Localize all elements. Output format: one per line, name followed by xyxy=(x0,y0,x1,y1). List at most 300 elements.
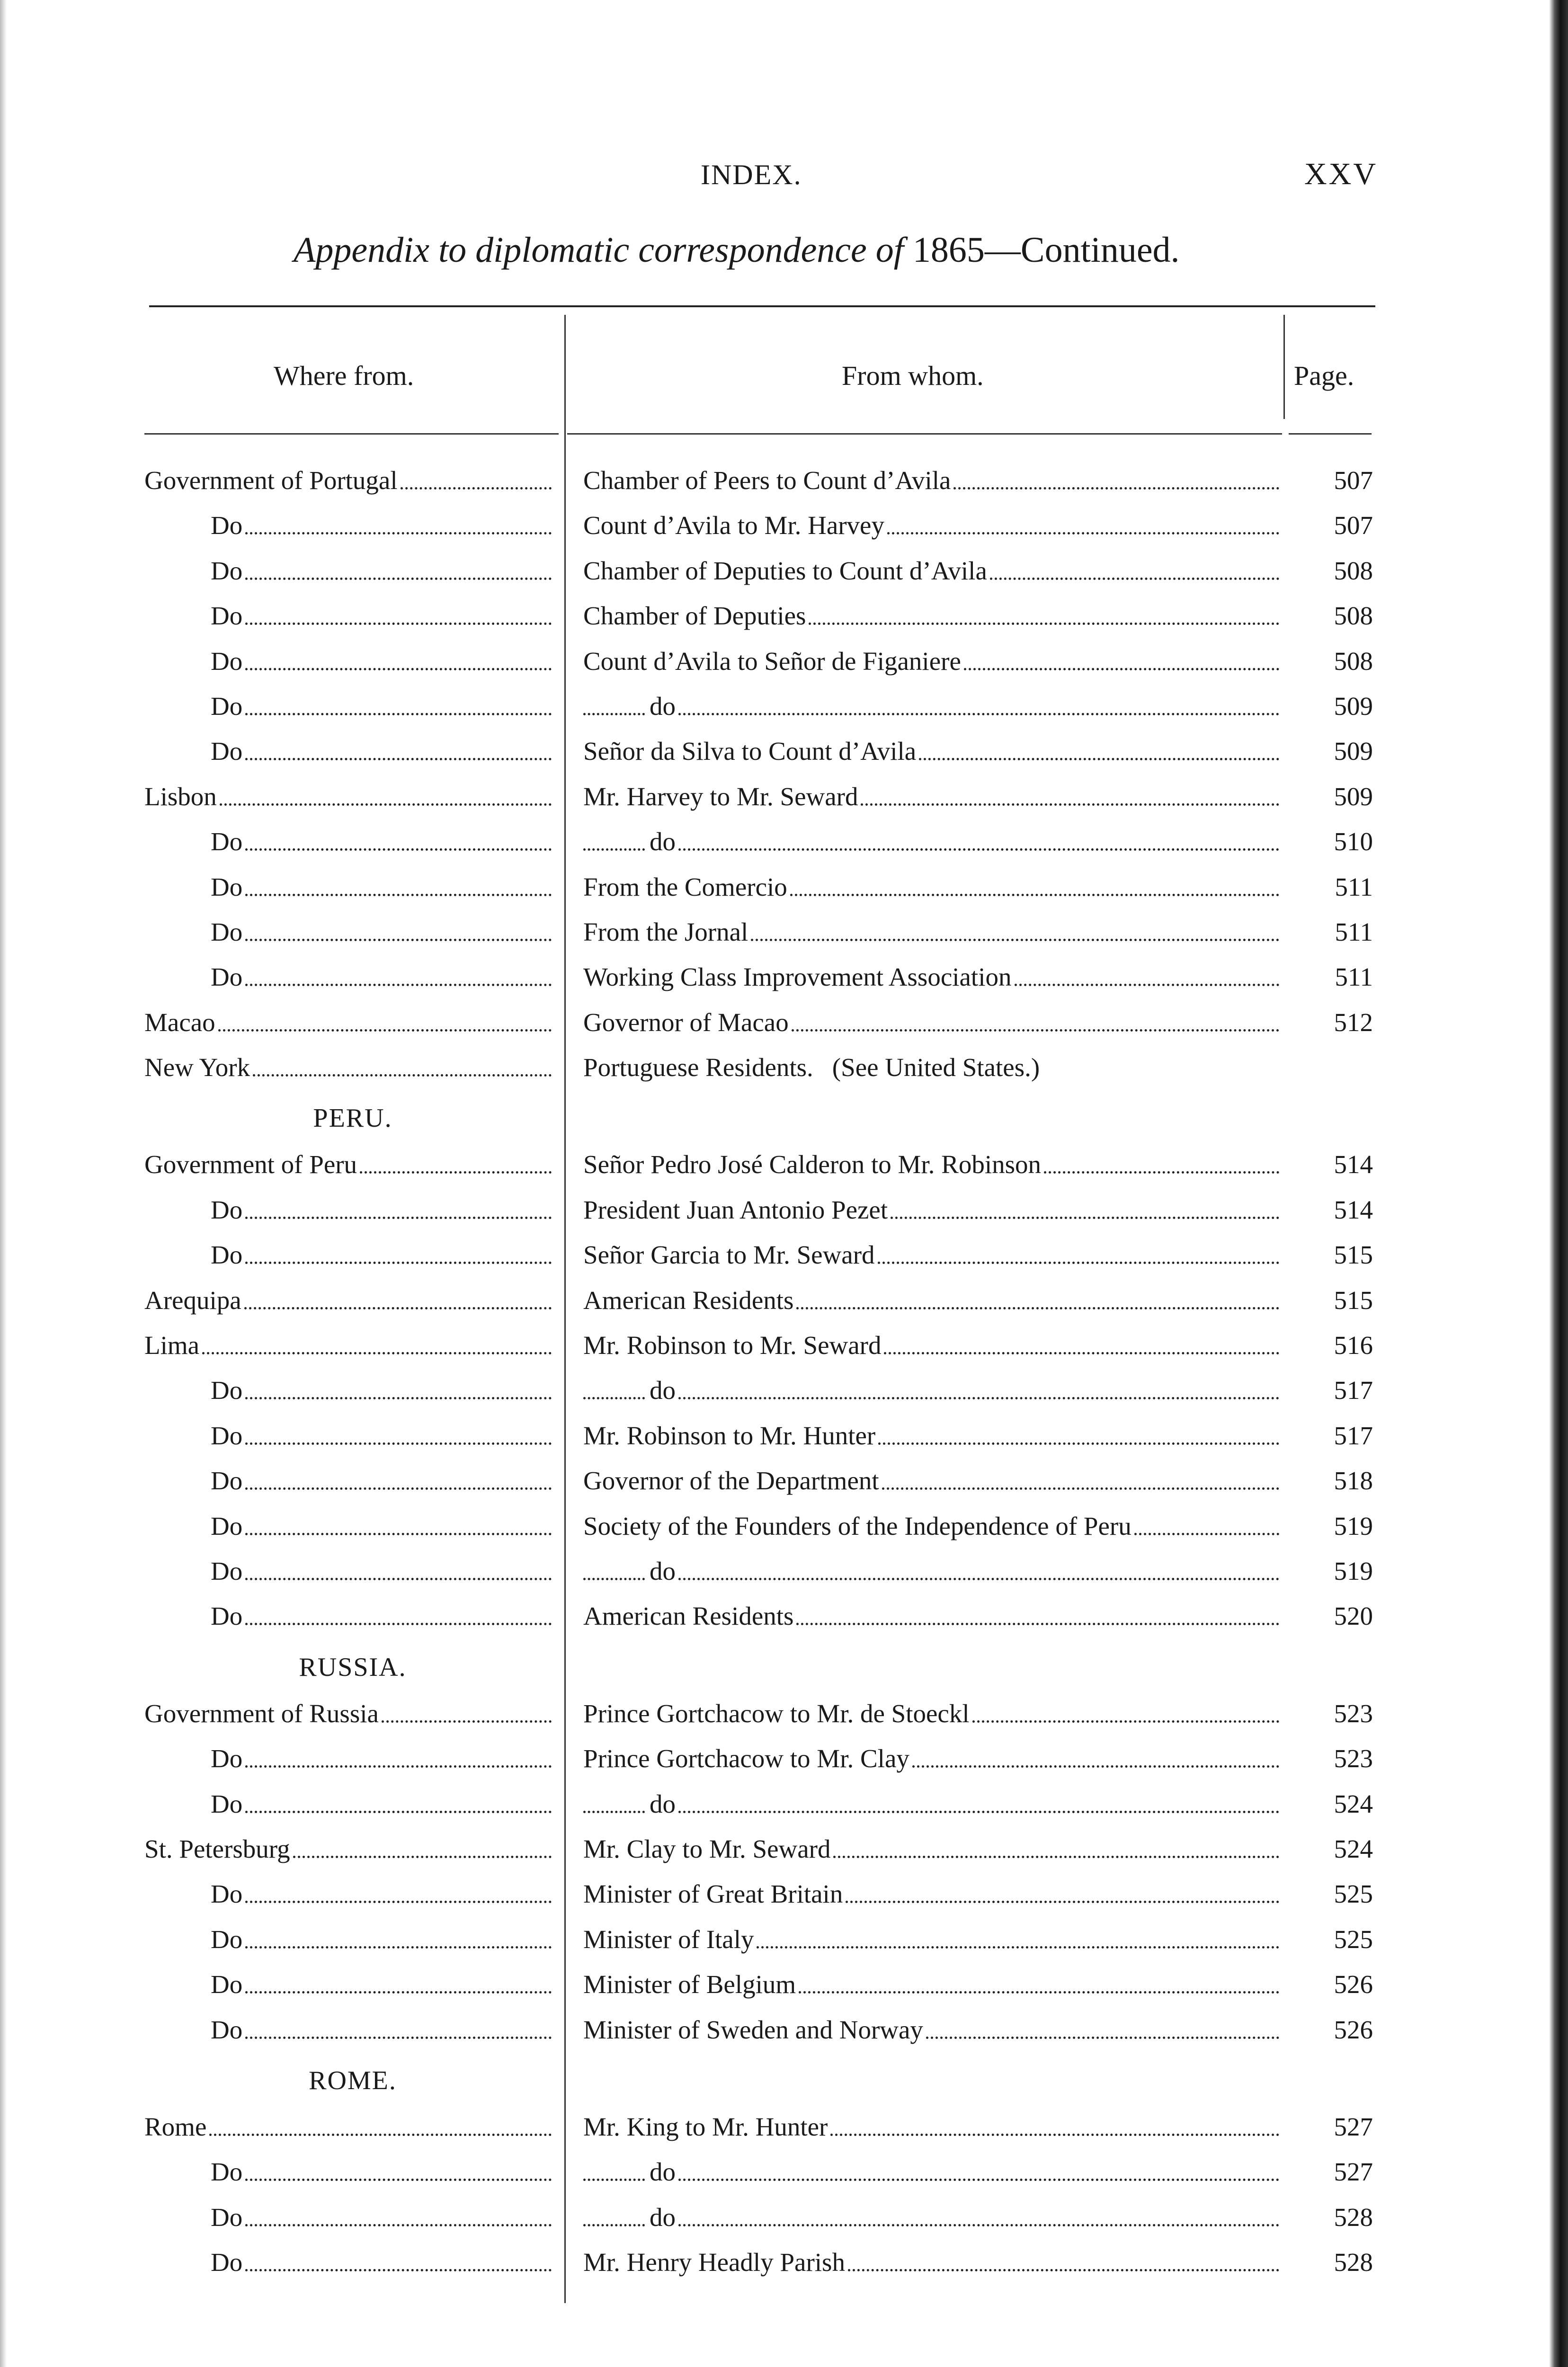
dot-leader xyxy=(245,1811,552,1813)
from-whom-cell xyxy=(583,1007,1279,1037)
from-whom-cell xyxy=(583,1240,1279,1270)
from-whom-cell xyxy=(583,1330,1279,1360)
from-whom-text: Mr. Henry Headly Parish xyxy=(583,2248,845,2277)
dot-leader xyxy=(245,758,552,760)
dot-leader xyxy=(293,1856,552,1858)
dot-leader xyxy=(245,713,552,715)
where-from-cell xyxy=(144,646,552,676)
page-number-cell: 525 xyxy=(1334,1924,1373,1954)
where-from-text: Do xyxy=(211,1556,243,1585)
where-from-text: Do xyxy=(211,1879,243,1909)
where-from-text: Do xyxy=(211,1924,243,1954)
from-whom-text: do xyxy=(650,827,676,856)
where-from-text: Lima xyxy=(144,1331,200,1360)
where-from-text: Macao xyxy=(144,1007,215,1037)
dot-leader xyxy=(891,1217,1279,1219)
dot-leader xyxy=(796,1623,1279,1625)
where-from-cell xyxy=(144,1556,552,1586)
from-whom-cell xyxy=(583,1285,1279,1315)
from-whom-cell xyxy=(583,510,1279,540)
from-whom-text: do xyxy=(650,2202,676,2232)
ditto-leader xyxy=(583,2224,645,2226)
ditto-leader xyxy=(583,713,645,715)
dot-leader xyxy=(926,2037,1279,2039)
where-from-cell xyxy=(144,510,552,540)
table-row xyxy=(0,1186,1568,1231)
page-number-cell: 524 xyxy=(1334,1789,1373,1818)
where-from-cell xyxy=(144,1195,552,1225)
dot-leader xyxy=(848,2269,1279,2271)
page-number-cell: 527 xyxy=(1334,2112,1373,2141)
where-from-cell xyxy=(144,1924,552,1954)
subtitle-suffix: —Continued. xyxy=(984,230,1180,270)
where-from-cell xyxy=(144,962,552,992)
index-table xyxy=(0,457,1568,2284)
from-whom-cell xyxy=(583,465,1279,495)
from-whom-cell xyxy=(583,1601,1279,1631)
from-whom-cell xyxy=(583,1879,1279,1909)
dot-leader xyxy=(678,1811,1279,1813)
from-whom-cell xyxy=(583,872,1279,902)
page-number-cell: 508 xyxy=(1334,601,1373,631)
page-number-cell: 523 xyxy=(1334,1699,1373,1728)
where-from-text: Do xyxy=(211,1511,243,1540)
section-title: PERU. xyxy=(313,1103,392,1133)
where-from-text: Do xyxy=(211,1376,243,1405)
where-from-cell xyxy=(144,1240,552,1270)
dot-leader xyxy=(245,578,552,580)
where-from-text: Do xyxy=(211,737,243,766)
table-row xyxy=(0,1367,1568,1412)
dot-leader xyxy=(757,1946,1279,1949)
from-whom-text: Minister of Italy xyxy=(583,1924,754,1954)
from-whom-text: Working Class Improvement Association xyxy=(583,962,1012,992)
dot-leader xyxy=(245,2269,552,2271)
dot-leader xyxy=(245,1397,552,1399)
from-whom-cell xyxy=(583,1375,1279,1405)
table-row xyxy=(0,1141,1568,1186)
table-row xyxy=(0,592,1568,637)
table-row xyxy=(0,457,1568,502)
where-from-cell xyxy=(144,1601,552,1631)
page-number-cell: 519 xyxy=(1334,1511,1373,1540)
from-whom-cell xyxy=(583,917,1279,947)
from-whom-text: do xyxy=(650,1376,676,1405)
where-from-cell xyxy=(144,1375,552,1405)
where-from-cell xyxy=(144,465,552,495)
dot-leader xyxy=(972,1720,1279,1723)
from-whom-text: American Residents xyxy=(583,1602,794,1631)
ditto-leader xyxy=(583,848,645,851)
table-row xyxy=(0,683,1568,728)
column-rule-whom xyxy=(567,433,1282,435)
page-number-cell: 518 xyxy=(1334,1466,1373,1495)
dot-leader xyxy=(245,1765,552,1768)
dot-leader xyxy=(209,2134,552,2136)
where-from-text: St. Petersburg xyxy=(144,1834,290,1863)
column-rule-where xyxy=(144,433,559,435)
where-from-cell xyxy=(144,1007,552,1037)
from-whom-cell xyxy=(583,1421,1279,1450)
table-row xyxy=(0,2194,1568,2239)
from-whom-cell xyxy=(583,782,1279,811)
dot-leader xyxy=(245,668,552,670)
from-whom-cell xyxy=(583,1789,1279,1819)
where-from-text: Do xyxy=(211,2015,243,2044)
table-row xyxy=(0,1277,1568,1322)
dot-leader xyxy=(245,1991,552,1993)
page-number-cell: 514 xyxy=(1334,1150,1373,1179)
subtitle-year: 1865 xyxy=(912,230,985,270)
dot-leader xyxy=(751,939,1279,941)
from-whom-text: Portuguese Residents. xyxy=(583,1053,813,1082)
dot-leader xyxy=(796,1307,1279,1309)
where-from-text: Do xyxy=(211,1421,243,1450)
table-row xyxy=(0,1735,1568,1780)
where-from-text: Do xyxy=(211,917,243,946)
dot-leader xyxy=(678,1578,1279,1580)
where-from-text: Do xyxy=(211,1602,243,1631)
from-whom-text: Minister of Belgium xyxy=(583,1970,796,1999)
where-from-text: Do xyxy=(211,827,243,856)
where-from-cell xyxy=(144,736,552,766)
where-from-cell xyxy=(144,2112,552,2142)
ditto-leader xyxy=(583,1397,645,1399)
table-row xyxy=(0,773,1568,818)
from-whom-cell xyxy=(583,1052,1279,1082)
where-from-text: Do xyxy=(211,511,243,540)
dot-leader xyxy=(244,1307,552,1309)
dot-leader xyxy=(245,894,552,896)
table-row xyxy=(0,1961,1568,2006)
page-number-cell: 509 xyxy=(1334,691,1373,721)
column-rule-page xyxy=(1289,433,1372,435)
table-row xyxy=(0,728,1568,773)
dot-leader xyxy=(790,894,1279,896)
from-whom-text: do xyxy=(650,691,676,721)
ditto-leader xyxy=(583,2179,645,2181)
page-number-cell: 527 xyxy=(1334,2157,1373,2187)
table-row xyxy=(0,1690,1568,1735)
from-whom-cell xyxy=(583,1699,1279,1728)
page-number-cell: 517 xyxy=(1334,1376,1373,1405)
from-whom-cell xyxy=(583,1924,1279,1954)
section-header-row xyxy=(0,2051,1568,2103)
from-whom-text: Mr. Robinson to Mr. Seward xyxy=(583,1331,882,1360)
from-whom-text: Governor of the Department xyxy=(583,1466,879,1495)
page-number-cell: 508 xyxy=(1334,556,1373,585)
dot-leader xyxy=(245,939,552,941)
column-header-where: Where from. xyxy=(274,360,414,391)
table-row xyxy=(0,2148,1568,2193)
dot-leader xyxy=(964,668,1279,670)
table-row xyxy=(0,2006,1568,2051)
where-from-cell xyxy=(144,1699,552,1728)
from-whom-text: Señor Pedro José Calderon to Mr. Robinson xyxy=(583,1150,1042,1179)
where-from-text: Do xyxy=(211,1789,243,1818)
dot-leader xyxy=(678,2179,1279,2181)
from-whom-cell xyxy=(583,2157,1279,2187)
page-number-cell: 511 xyxy=(1335,962,1373,992)
page-number-cell: 520 xyxy=(1334,1602,1373,1631)
dot-leader xyxy=(882,1487,1279,1490)
where-from-text: Do xyxy=(211,2248,243,2277)
dot-leader xyxy=(245,1217,552,1219)
from-whom-cell xyxy=(583,827,1279,856)
header-rule xyxy=(149,305,1375,307)
from-whom-cell xyxy=(583,962,1279,992)
where-from-cell xyxy=(144,1511,552,1541)
table-row xyxy=(0,953,1568,998)
where-from-text: Do xyxy=(211,1466,243,1495)
from-whom-cell xyxy=(583,2247,1279,2277)
from-whom-cell xyxy=(583,1556,1279,1586)
from-whom-text: From the Jornal xyxy=(583,917,748,946)
where-from-text: Do xyxy=(211,556,243,585)
from-whom-text: Señor da Silva to Count d’Avila xyxy=(583,737,917,766)
table-row xyxy=(0,502,1568,547)
from-whom-text: Minister of Great Britain xyxy=(583,1879,843,1909)
page-number-cell: 528 xyxy=(1334,2202,1373,2232)
where-from-cell xyxy=(144,2202,552,2232)
page-number-cell: 516 xyxy=(1334,1331,1373,1360)
where-from-text: Government of Peru xyxy=(144,1150,357,1179)
from-whom-cell xyxy=(583,2202,1279,2232)
from-whom-cell xyxy=(583,601,1279,631)
dot-leader xyxy=(912,1765,1279,1768)
dot-leader xyxy=(799,1991,1279,1993)
dot-leader xyxy=(245,984,552,986)
page-number-cell: 515 xyxy=(1334,1285,1373,1315)
page-number-cell: 508 xyxy=(1334,646,1373,676)
where-from-text: Do xyxy=(211,2202,243,2232)
table-row xyxy=(0,1593,1568,1637)
page-number-cell: 509 xyxy=(1334,737,1373,766)
section-title: ROME. xyxy=(309,2065,397,2095)
dot-leader xyxy=(878,1442,1279,1445)
page-subtitle xyxy=(0,230,1568,271)
from-whom-cell xyxy=(583,2015,1279,2045)
column-header-page: Page. xyxy=(1294,360,1354,391)
where-from-cell xyxy=(144,782,552,811)
from-whom-text: do xyxy=(650,1556,676,1585)
page-number-cell: 526 xyxy=(1334,1970,1373,1999)
from-whom-text: Chamber of Peers to Count d’Avila xyxy=(583,466,951,495)
table-row xyxy=(0,1916,1568,1961)
where-from-text: Do xyxy=(211,2157,243,2187)
where-from-cell xyxy=(144,556,552,586)
section-title: RUSSIA. xyxy=(299,1652,407,1682)
table-row xyxy=(0,547,1568,592)
where-from-text: Do xyxy=(211,691,243,721)
dot-leader xyxy=(1134,1533,1279,1535)
table-row xyxy=(0,1231,1568,1276)
where-from-text: Rome xyxy=(144,2112,207,2141)
where-from-text: Do xyxy=(211,601,243,631)
cross-reference-note: (See United States.) xyxy=(832,1053,1040,1082)
dot-leader xyxy=(245,532,552,534)
dot-leader xyxy=(919,758,1279,760)
from-whom-text: Count d’Avila to Señor de Figaniere xyxy=(583,646,961,676)
from-whom-text: Chamber of Deputies to Count d’Avila xyxy=(583,556,987,585)
where-from-cell xyxy=(144,1834,552,1864)
where-from-cell xyxy=(144,1052,552,1082)
where-from-text: New York xyxy=(144,1053,250,1082)
page-number-cell: 514 xyxy=(1334,1195,1373,1224)
from-whom-text: Señor Garcia to Mr. Seward xyxy=(583,1240,875,1270)
from-whom-text: Prince Gortchacow to Mr. de Stoeckl xyxy=(583,1699,970,1728)
dot-leader xyxy=(953,487,1279,489)
dot-leader xyxy=(884,1352,1279,1354)
where-from-text: Do xyxy=(211,1195,243,1224)
where-from-cell xyxy=(144,1466,552,1495)
dot-leader xyxy=(360,1171,552,1174)
where-from-text: Do xyxy=(211,646,243,676)
where-from-text: Do xyxy=(211,1970,243,1999)
where-from-cell xyxy=(144,2247,552,2277)
dot-leader xyxy=(245,2037,552,2039)
page-number: XXV xyxy=(1304,157,1378,191)
table-row xyxy=(0,999,1568,1044)
page-number-cell: 524 xyxy=(1334,1834,1373,1863)
page-title: INDEX. xyxy=(701,159,802,190)
dot-leader xyxy=(245,623,552,625)
where-from-cell xyxy=(144,1789,552,1819)
table-row xyxy=(0,638,1568,683)
from-whom-text: do xyxy=(650,2157,676,2187)
from-whom-text: do xyxy=(650,1789,676,1818)
table-row xyxy=(0,863,1568,908)
from-whom-cell xyxy=(583,1149,1279,1179)
where-from-text: Do xyxy=(211,1240,243,1270)
dot-leader xyxy=(245,848,552,851)
page-number-cell: 509 xyxy=(1334,782,1373,811)
dot-leader xyxy=(1015,984,1280,986)
from-whom-cell xyxy=(583,556,1279,586)
dot-leader xyxy=(678,713,1279,715)
from-whom-cell xyxy=(583,1969,1279,1999)
page-number-cell: 507 xyxy=(1334,466,1373,495)
dot-leader xyxy=(245,1623,552,1625)
where-from-cell xyxy=(144,1330,552,1360)
table-row xyxy=(0,1503,1568,1548)
table-row xyxy=(0,1780,1568,1825)
from-whom-cell xyxy=(583,2112,1279,2142)
where-from-cell xyxy=(144,601,552,631)
dot-leader xyxy=(218,1029,552,1032)
page-number-cell: 525 xyxy=(1334,1879,1373,1909)
from-whom-cell xyxy=(583,1744,1279,1773)
dot-leader xyxy=(401,487,552,489)
where-from-text: Do xyxy=(211,962,243,992)
from-whom-text: Governor of Macao xyxy=(583,1007,789,1037)
dot-leader xyxy=(245,1946,552,1949)
from-whom-text: Minister of Sweden and Norway xyxy=(583,2015,923,2044)
where-from-text: Government of Russia xyxy=(144,1699,379,1728)
where-from-cell xyxy=(144,1879,552,1909)
dot-leader xyxy=(245,2179,552,2181)
from-whom-text: Mr. Clay to Mr. Seward xyxy=(583,1834,831,1863)
ditto-leader xyxy=(583,1811,645,1813)
page-number-cell: 511 xyxy=(1335,917,1373,946)
from-whom-cell xyxy=(583,1834,1279,1864)
page-number-cell: 528 xyxy=(1334,2248,1373,2277)
dot-leader xyxy=(809,623,1279,625)
where-from-cell xyxy=(144,1969,552,1999)
page-number-cell: 526 xyxy=(1334,2015,1373,2044)
dot-leader xyxy=(833,1856,1279,1858)
dot-leader xyxy=(990,578,1279,580)
dot-leader xyxy=(792,1029,1279,1032)
from-whom-text: Mr. Robinson to Mr. Hunter xyxy=(583,1421,876,1450)
from-whom-text: American Residents xyxy=(583,1285,794,1315)
from-whom-text: President Juan Antonio Pezet xyxy=(583,1195,888,1224)
from-whom-cell xyxy=(583,1511,1279,1541)
column-divider-2 xyxy=(1283,315,1285,419)
dot-leader xyxy=(830,2134,1279,2136)
dot-leader xyxy=(245,1487,552,1490)
dot-leader xyxy=(245,2224,552,2226)
table-row xyxy=(0,1825,1568,1870)
page-number-cell: 519 xyxy=(1334,1556,1373,1585)
where-from-cell xyxy=(144,691,552,721)
subtitle-italic: Appendix to diplomatic correspondence of xyxy=(294,230,904,270)
where-from-text: Lisbon xyxy=(144,782,217,811)
dot-leader xyxy=(887,532,1279,534)
page-number-cell: 523 xyxy=(1334,1744,1373,1773)
where-from-cell xyxy=(144,2015,552,2045)
from-whom-text: Mr. Harvey to Mr. Seward xyxy=(583,782,858,811)
where-from-text: Do xyxy=(211,1744,243,1773)
dot-leader xyxy=(861,803,1279,806)
from-whom-text: Chamber of Deputies xyxy=(583,601,806,631)
where-from-cell xyxy=(144,2157,552,2187)
section-header-row xyxy=(0,1638,1568,1690)
page-number-cell: 511 xyxy=(1335,872,1373,901)
from-whom-text: Count d’Avila to Mr. Harvey xyxy=(583,511,884,540)
where-from-text: Government of Portugal xyxy=(144,466,398,495)
dot-leader xyxy=(253,1074,552,1077)
dot-leader xyxy=(1044,1171,1279,1174)
table-row xyxy=(0,908,1568,953)
from-whom-cell xyxy=(583,646,1279,676)
from-whom-cell xyxy=(583,1466,1279,1495)
table-row xyxy=(0,818,1568,863)
where-from-text: Arequipa xyxy=(144,1285,241,1315)
table-row xyxy=(0,1870,1568,1915)
section-header-row xyxy=(0,1089,1568,1141)
from-whom-text: From the Comercio xyxy=(583,872,787,901)
where-from-cell xyxy=(144,827,552,856)
where-from-cell xyxy=(144,917,552,947)
where-from-cell xyxy=(144,1744,552,1773)
dot-leader xyxy=(678,1397,1279,1399)
from-whom-cell xyxy=(583,1195,1279,1225)
table-row xyxy=(0,1548,1568,1593)
dot-leader xyxy=(846,1901,1279,1903)
page-number-cell: 517 xyxy=(1334,1421,1373,1450)
table-row xyxy=(0,2103,1568,2148)
from-whom-cell xyxy=(583,736,1279,766)
from-whom-cell xyxy=(583,691,1279,721)
dot-leader xyxy=(245,1262,552,1264)
dot-leader xyxy=(245,1901,552,1903)
where-from-cell xyxy=(144,1149,552,1179)
table-row xyxy=(0,1044,1568,1089)
dot-leader xyxy=(678,2224,1279,2226)
ditto-leader xyxy=(583,1578,645,1580)
dot-leader xyxy=(245,1442,552,1445)
